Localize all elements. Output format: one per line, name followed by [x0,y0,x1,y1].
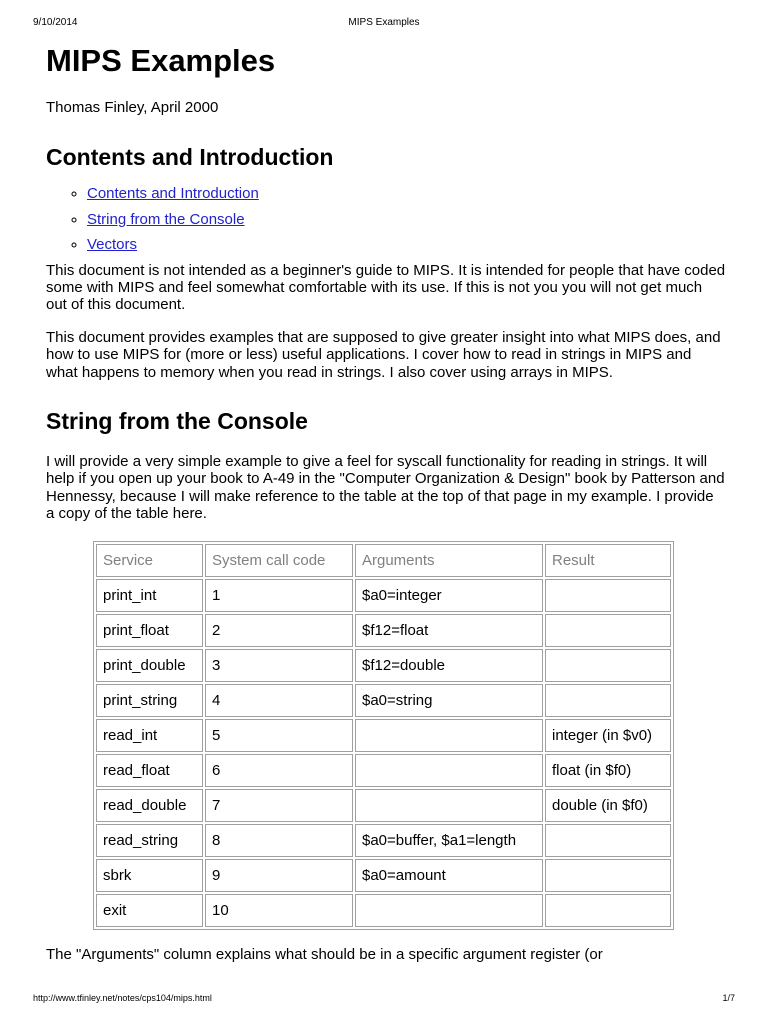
document-body [46,38,726,963]
toc-link-string[interactable]: String from the Console [87,210,245,228]
intro-paragraph-1: This document is not intended as a beginner's guide to MIPS. It is intended for people that have coded some with MIPS and feel somewhat comfortable with its use. If this is not you you will not get much out of this document. [46,261,726,314]
table-cell: $a0=amount [355,859,543,892]
table-cell [355,719,543,752]
table-cell: print_string [96,684,203,717]
table-row [96,719,671,752]
table-cell [355,789,543,822]
toc-item [87,185,726,203]
table-row [96,754,671,787]
column-header: Arguments [355,544,543,577]
print-url: http://www.tfinley.net/notes/cps104/mips.html [33,993,212,1003]
table-cell: print_double [96,649,203,682]
toc-link-contents[interactable]: Contents and Introduction [87,185,259,202]
table-header-row [96,544,671,577]
table-cell: print_float [96,614,203,647]
table-cell: read_string [96,824,203,857]
table-cell [545,579,671,612]
table-row [96,649,671,682]
toc-list [46,185,726,254]
table-cell: $a0=buffer, $a1=length [355,824,543,857]
column-header: Result [545,544,671,577]
string-paragraph: I will provide a very simple example to give a feel for syscall functionality for reading in strings. It will help if you open up your book to A-49 in the "Computer Organization & Design" book by Patterson and Hennessy, because I will make reference to the table at the top of that page in my example. I provide a copy of the table here. [46,452,725,523]
table-cell: 4 [205,684,353,717]
table-cell [545,684,671,717]
syscall-table [93,541,674,930]
table-cell [545,649,671,682]
table-row [96,614,671,647]
table-row [96,684,671,717]
table-cell [545,614,671,647]
table-cell: integer (in $v0) [545,719,671,752]
table-cell: read_float [96,754,203,787]
table-row [96,789,671,822]
table-cell: 8 [205,824,353,857]
column-header: Service [96,544,203,577]
page-number: 1/7 [722,993,735,1003]
toc-link-vectors[interactable]: Vectors [87,236,138,253]
table-cell [545,894,671,927]
table-cell: sbrk [96,859,203,892]
table-row [96,824,671,857]
table-cell: read_double [96,789,203,822]
table-cell [545,859,671,892]
table-cell: 3 [205,649,353,682]
table-cell: 6 [205,754,353,787]
table-cell: print_int [96,579,203,612]
section-heading-intro: Contents and Introduction [46,144,334,170]
table-cell: 2 [205,614,353,647]
column-header: System call code [205,544,353,577]
table-cell: 5 [205,719,353,752]
toc-item [87,211,726,229]
table-cell [545,824,671,857]
table-cell: 9 [205,859,353,892]
table-cell: read_int [96,719,203,752]
table-cell: $a0=integer [355,579,543,612]
table-cell: double (in $f0) [545,789,671,822]
print-footer [33,993,735,1007]
arguments-paragraph: The "Arguments" column explains what should be in a specific argument register (or [46,945,603,963]
intro-paragraph-2: This document provides examples that are supposed to give greater insight into what MIPS does, and how to use MIPS for (more or less) useful applications. I cover how to read in strings in MIPS and what happens to memory when you read in strings. I also cover using arrays in MIPS. [46,328,721,381]
table-cell: $f12=float [355,614,543,647]
table-cell: 10 [205,894,353,927]
section-heading-string: String from the Console [46,407,308,434]
table-cell: 1 [205,579,353,612]
table-cell: float (in $f0) [545,754,671,787]
table-cell: 7 [205,789,353,822]
table-cell: exit [96,894,203,927]
page-title: MIPS Examples [46,43,276,78]
print-date: 9/10/2014 [33,17,78,28]
table-row [96,859,671,892]
table-row [96,579,671,612]
print-header [33,17,735,31]
author-line: Thomas Finley, April 2000 [46,99,219,116]
toc-item [87,236,726,254]
table-cell [355,894,543,927]
table-row [96,894,671,927]
table-cell [355,754,543,787]
print-title: MIPS Examples [348,17,420,28]
table-cell: $f12=double [355,649,543,682]
table-cell: $a0=string [355,684,543,717]
